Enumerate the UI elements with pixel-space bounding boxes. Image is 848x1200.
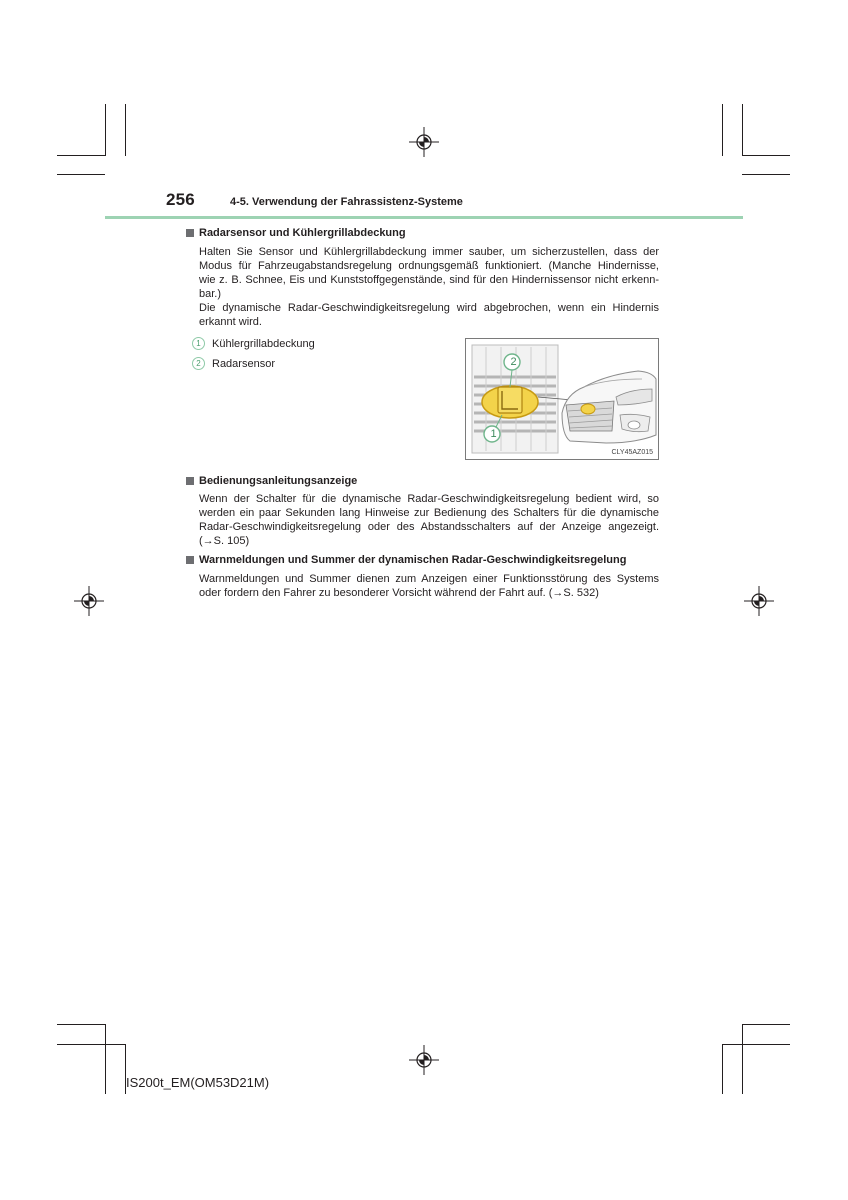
callout-1-label: 1 (490, 428, 497, 440)
text-line: werden ein paar Sekunden lang Hinweise zur Bedienung des Schalters für die dynamische (199, 507, 659, 519)
text-line: Radar-Geschwindigkeitsregelung oder des Abstandsschalters auf der Anzeige angezeigt. (199, 521, 659, 533)
registration-mark-icon (74, 586, 104, 616)
paragraph-guidance-display (199, 492, 659, 548)
legend-item-radar-sensor (192, 357, 275, 370)
text-line: Modus für Fahrzeugabstandsregelung ordnungsgemäß funktioniert. (Manche Hindernisse, (199, 260, 659, 272)
grille-illustration (466, 339, 658, 459)
text-line: Wenn der Schalter für die dynamische Radar-Geschwindigkeitsregelung bedient wird, so (199, 493, 659, 505)
text-line: Halten Sie Sensor und Kühlergrillabdeckung immer sauber, um sicherzustellen, dass der (199, 246, 659, 258)
crop-mark (57, 174, 105, 175)
crop-mark (57, 1044, 125, 1045)
crop-mark (105, 104, 106, 156)
paragraph-radar-sensor (199, 245, 659, 329)
section-heading-guidance-display (186, 475, 357, 487)
callout-number-icon: 2 (192, 357, 205, 370)
crop-mark (722, 1044, 723, 1094)
callout-number-icon: 1 (192, 337, 205, 350)
page-number: 256 (166, 190, 195, 209)
registration-mark-icon (409, 127, 439, 157)
paragraph-warnings (199, 572, 659, 600)
text-line: oder fordern den Fahrer zu besonderer Vorsicht während der Fahrt auf. (→S. 532) (199, 587, 599, 599)
legend-label: Kühlergrillabdeckung (212, 337, 315, 350)
bullet-square-icon (186, 477, 194, 485)
document-code: IS200t_EM(OM53D21M) (126, 1075, 270, 1090)
text-line: (→S. 105) (199, 535, 250, 547)
legend-item-grille-cover (192, 337, 315, 350)
section-heading-warnings (186, 554, 626, 566)
callout-2-label: 2 (510, 356, 517, 368)
header-rule (105, 216, 743, 219)
registration-mark-icon (409, 1045, 439, 1075)
figure-code: CLY45AZ015 (611, 449, 653, 456)
heading-text: Bedienungsanleitungsanzeige (199, 475, 358, 487)
legend-label: Radarsensor (212, 357, 275, 370)
bullet-square-icon (186, 556, 194, 564)
crop-mark (105, 1024, 106, 1094)
crop-mark (742, 155, 790, 156)
crop-mark (57, 155, 105, 156)
crop-mark (742, 174, 790, 175)
text-line: bar.) (199, 288, 222, 300)
text-line: erkannt wird. (199, 316, 262, 328)
heading-text: Warnmeldungen und Summer der dynamischen Radar-Geschwindigkeitsregelung (199, 554, 627, 566)
crop-mark (742, 1024, 743, 1094)
text-line: wie z. B. Schnee, Eis und Kunststoffgegenstände, sind für den Hindernissensor nicht erkenn- (199, 274, 659, 286)
crop-mark (722, 104, 723, 156)
registration-mark-icon (744, 586, 774, 616)
crop-mark (57, 1024, 105, 1025)
crop-mark (742, 104, 743, 156)
text-line: Die dynamische Radar-Geschwindigkeitsregelung wird abgebrochen, wenn ein Hindernis (199, 302, 659, 314)
figure-radar-grille (465, 338, 659, 460)
heading-text: Radarsensor und Kühlergrillabdeckung (199, 227, 406, 239)
crop-mark (722, 1044, 790, 1045)
crop-mark (742, 1024, 790, 1025)
section-heading-radar-sensor (186, 227, 406, 239)
section-title: 4-5. Verwendung der Fahrassistenz-Systeme (230, 196, 463, 208)
crop-mark (125, 104, 126, 156)
text-line: Warnmeldungen und Summer dienen zum Anzeigen einer Funktionsstörung des Systems (199, 573, 659, 585)
bullet-square-icon (186, 229, 194, 237)
